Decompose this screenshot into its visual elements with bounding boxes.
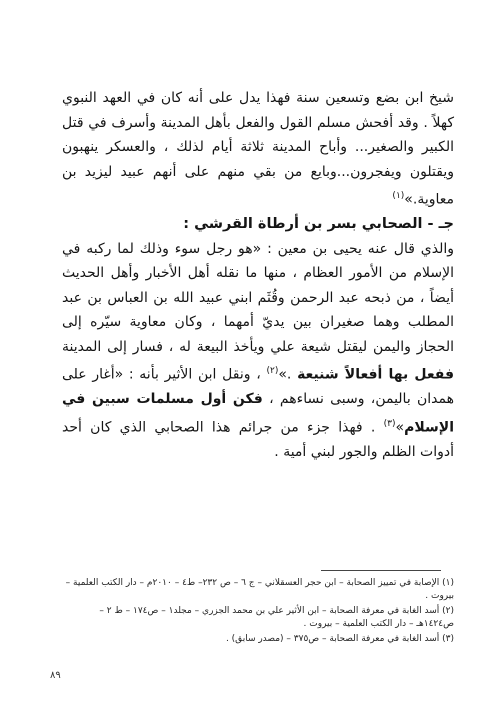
- section-heading: جـ - الصحابي بسر بن أرطاة القرشي :: [183, 216, 454, 233]
- footnote-separator: [321, 570, 441, 571]
- footnotes: [60, 577, 454, 648]
- paragraph-2: [62, 237, 454, 465]
- paragraph-2-bold-2: فكن أول مسلمات سبين في الإسلام: [62, 391, 454, 436]
- footnote-2: (٢) أسد الغابة في معرفة الصحابة – ابن الأثير علي بن محمد الجزري – مجلد١ – ص١٧٤ – ط ٢ – ص١٤٢٤هـ – دار الكتب العلمية – بيروت .: [99, 606, 454, 629]
- footnote-ref-1: (١): [392, 191, 405, 201]
- footnote-1: (١) الإصابة في تمييز الصحابة – ابن حجر العسقلاني – ج ٦ – ص ٢٣٢– ط٤ – ٢٠١٠م – دار الكتب العلمية – بيروت .: [65, 578, 454, 601]
- paragraph-2-text-c: ، ونقل ابن الأثير بأنه : «أغار على همدان باليمن، وسبى نساءهم ،: [62, 366, 454, 408]
- page-number: ٨٩: [50, 670, 61, 681]
- paragraph-2-text-d: »: [395, 419, 405, 436]
- paragraph-2-text-b: .»: [278, 366, 298, 383]
- paragraph-1-text: شيخ ابن بضع وتسعين سنة فهذا يدل على أنه كان في العهد النبوي كهلاً . وقد أفحش مسلم القول والفعل بأهل المدينة وأسرف في قتل الكبير والصغير... وأباح المدينة ثلاثة أيام لذلك ، والعسكر ينهبون ويقتلون ويفجرون...وبايع من بقي منهم على أنهم عبيد ليزيد بن معاوية.»: [62, 90, 454, 208]
- main-text: [62, 86, 454, 464]
- paragraph-2-text-a: والذي قال عنه يحيى بن معين : «هو رجل سوء وذلك لما ركبه في الإسلام من الأمور العظام ، منها ما نقله أهل الأخبار وأهل الحديث أيضاً ، من ذبحه عبد الرحمن وقُثَم ابني عبيد الله بن العباس بن عبد المطلب وهما صغيران بين يديّ أمهما ، وكان معاوية سيّره إلى الحجاز واليمن ليقتل شيعة علي ويأخذ البيعة له ، فسار إلى المدينة: [62, 240, 454, 355]
- paragraph-2-bold-1: ففعل بها أفعالاً شنيعة: [297, 366, 454, 383]
- footnote-3: (٣) أسد الغابة في معرفة الصحابة – ص٣٧٥ – (مصدر سابق) .: [225, 634, 454, 644]
- paragraph-1: [62, 86, 454, 212]
- footnote-ref-2: (٢): [266, 366, 279, 377]
- footnote-ref-3: (٣): [383, 418, 396, 429]
- paragraph-2-text-e: . فهذا جزء من جرائم هذا الصحابي الذي كان أحد أدوات الظلم والجور لبني أمية .: [62, 419, 454, 460]
